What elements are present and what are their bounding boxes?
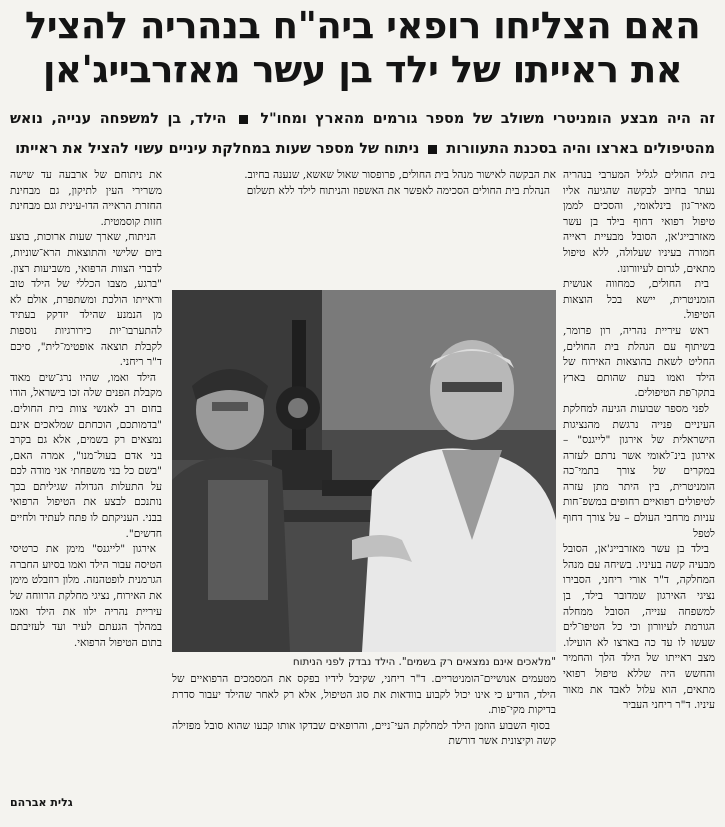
column-paragraph: הניתוח, שארך שעות ארוכות, בוצע ביום שלישי והתוצאות הרא־שוניות, לדברי הצוות הרפואי, משביעות רצון. "ברגע, מצבו הכללי של הילד טוב וראייתו הולכת ומשתפרת, אולם לא מן הנמנע שהילד יזדקק בעתיד להתערבו־יות כירורגיות נוספות לקבלת תוצאה אופטימ־לית", סיכם ד"ר ריחני.	[10, 231, 162, 369]
column-middle-top	[172, 168, 556, 286]
lead-paragraph	[10, 104, 715, 164]
lead-part-1: זה היה מבצע הומניטרי משולב של מספר גורמים מהארץ ומחו"ל	[260, 111, 715, 127]
headline-line-2: את ראייתו של ילד בן עשר מאזרבייג'אן	[42, 48, 683, 91]
column-paragraph: בית החולים, כמחווה אנושית הומניטרית, יישא בכל הוצאות הטיפול.	[563, 278, 715, 322]
column-paragraph: הילד ואמו, שהיו נרג־שים מאוד מקבלת הפנים שלה זכו בישראל, הודו בחום רב לאנשי צוות בית החולים. "בדמותכם, הוכחתם שמלאכים אינם נמצאים רק בשמים, אלא גם בקרב בני אדם בעול־מנו", אמרה האם, "בשם כל בני משפחתי אני מודה לכם על התעלות הגדולה שגיליתם בכך נותנכם לבצע את הטיפול הרפואי בבני. העניקתם לו פתח לעתיד ולחיים חדשים".	[10, 371, 162, 540]
news-photo	[172, 290, 556, 652]
bullet-square-icon	[239, 115, 248, 124]
column-paragraph: ראש עיריית נהריה, רון פרומר, בשיתוף עם הנהלת בית החולים, החליט לשאת בהוצאות האירוח של הילד ואמו בעת שהותם בארץ בתקו־פת הטיפולים.	[563, 324, 715, 400]
column-paragraph: לפני מספר שבועות הגיעה למחלקת העיניים פנייה נרגשת מהנציגות הישראלית של אירגון "לייגנס" – אירגון בינ־לאומי אשר נרתם לעזרה במקרים של צורך בתמי־כה הומניטרית, בין היתר מתן עזרה לטיפולים רפואיים רחופים במשפ־חות עניות מרחבי העולם – על צורך דחוף לטפל	[563, 402, 715, 540]
eye-exam-photo-image	[172, 290, 556, 652]
column-paragraph: את הבקשה לאישור מנהל בית החולים, פרופסור שאול שאשא, שנענה בחיוב.	[244, 169, 556, 181]
bullet-square-icon	[428, 145, 437, 154]
column-middle-bottom	[172, 672, 556, 792]
column-paragraph: מטעמים אנושיים־הומניטריים. ד"ר ריחני, שקיבל לידיו בפקס את המסמכים הרפואיים של הילד, הודיע כי אינו יכול לקבוע בוודאות את סוג הטיפול, אלא רק לאחר שהילד יעבור סדרת בדיקות מקי־פות.	[172, 673, 556, 717]
column-paragraph: בילד בן עשר מאזרבייג'אן, הסובל מבעיה קשה בעיניו. בשיחה עם מנהל המחלקה, ד"ר אורי ריחני, הסבירו נציגי האירגון שמדובר בילד, בן למשפחה ענייה, הסובל ממחלה הגורמת לעיוורון וכי כל הטיפו־לים שעשו לו עד כה בארצו לא הועילו. מצב ראייתו של הילד הלך והחמיר והחשש היה שללא טיפול רפואי מתאים, הוא עלול לאבד את מאור עיניו. ד"ר ריחני העביר	[563, 543, 715, 712]
column-left	[10, 168, 162, 790]
column-paragraph: הנהלת בית החולים הסכימה לאפשר את האשפוז והניתוח לילד ללא תשלום	[246, 184, 550, 197]
photo-caption: "מלאכים אינם נמצאים רק בשמים". הילד נבדק לפני הניתוח	[292, 656, 556, 668]
byline: גלית אברהם	[10, 796, 73, 809]
headline	[8, 4, 717, 92]
lead-part-2: הילד, בן למשפחה ענייה, נואש מהטיפולים בארצו והיה בסכנת התעוורות	[10, 111, 715, 157]
column-paragraph: בית החולים לגליל המערבי בנהריה נעתר בחיוב לבקשה שהגיעה אליו מאיר־גון בינלאומי, והסכים לממן טיפול רפואי דחוף בילד בן עשר מאזרבייג'אן, הסובל מבעיית ראייה חמורה בעיניו שעלולה, ללא טיפול מתאים, לגרום לעיוורונו.	[563, 169, 715, 275]
column-paragraph: את ניתוחם של ארבעה עד שישה משרירי העין לתיקון, גם מבחינת החזרת הראייה הדו-עינית וגם מבחינת חזות קוסמטית.	[10, 169, 162, 228]
column-paragraph: אירגון "לייגנס" מימן את כרטיסי הטיסה עבור הילד ואמו בסיוע החברה הגרמנית לופטהנזה. מלון רוזבלט מימן את האירוח, נציגי מחלקת הרווחה של עיריית נהריה ילוו את הילד ואמו במהלך הגעתם לעיר ועד לעזיבתם בתום הטיפול הרפואי.	[10, 543, 162, 649]
column-right	[563, 168, 715, 790]
headline-line-1: האם הצליחו רופאי ביה"ח בנהריה להציל	[24, 4, 701, 47]
column-paragraph: בסוף השבוע הוזמן הילד למחלקת העי־ניים, והרופאים שבדקו אותו קבעו שהוא סובל מפזילה קשה וקיצונית אשר דורשת	[172, 719, 556, 748]
lead-part-3: ניתוח של מספר שעות במחלקת עיניים עשוי להציל את ראייתו	[15, 141, 420, 157]
